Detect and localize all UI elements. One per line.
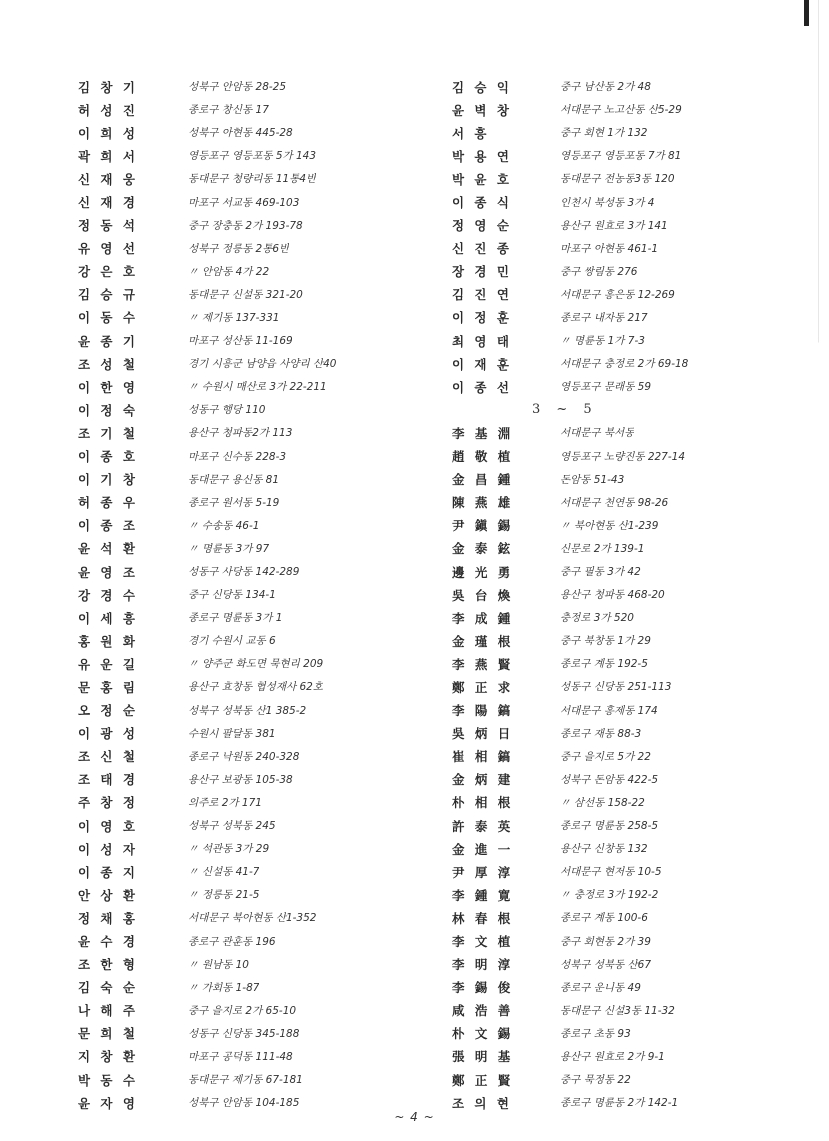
list-item: [78, 953, 433, 976]
entry-address: 종로구 낙원동 240-328: [188, 750, 300, 763]
right-column: [452, 75, 817, 1114]
entry-address: 영등포구 문래동 59: [560, 381, 652, 394]
list-item: [452, 791, 817, 814]
entry-name: 조 의 현: [452, 1095, 512, 1111]
entry-name: 林 春 根: [452, 910, 514, 926]
entry-name: 유 운 길: [78, 656, 138, 672]
entry-address: 중구 을지로 5가 22: [560, 750, 651, 763]
entry-name: 吳 台 煥: [452, 587, 514, 603]
list-item: [78, 98, 433, 121]
entry-address: 〃 정릉동 21-5: [188, 889, 260, 902]
entry-name: 李 文 植: [452, 934, 514, 950]
entry-address: 〃 원남동 10: [188, 958, 249, 971]
entry-address: 중구 남산동 2가 48: [560, 81, 651, 94]
entry-name: 정 영 순: [452, 218, 512, 234]
list-item: [78, 652, 433, 675]
entry-address: 〃 수원시 매산로 3가 22-211: [188, 381, 327, 394]
list-item: [78, 421, 433, 444]
list-item: [452, 237, 817, 260]
entry-address: 중구 묵정동 22: [560, 1074, 631, 1087]
entry-name: 金 炳 建: [452, 772, 514, 788]
entry-address: 종로구 계동 192-5: [560, 658, 648, 671]
list-item: [78, 722, 433, 745]
entry-name: 이 재 훈: [452, 356, 512, 372]
entry-address: 성북구 정릉동 2통6반: [188, 242, 290, 255]
list-item: [452, 537, 817, 560]
entry-name: 尹 厚 淳: [452, 864, 514, 880]
entry-address: 수원시 팔달동 381: [188, 727, 276, 740]
entry-address: 종로구 관훈동 196: [188, 935, 276, 948]
entry-address: 〃 북아현동 산1-239: [560, 519, 659, 532]
entry-name: 윤 벽 창: [452, 102, 512, 118]
entry-name: 윤 수 경: [78, 934, 138, 950]
list-item: [78, 144, 433, 167]
list-item: [452, 98, 817, 121]
list-item: [78, 814, 433, 837]
list-item: [452, 814, 817, 837]
entry-address: 마포구 서교동 469-103: [188, 196, 300, 209]
entry-address: 동대문구 신설동 321-20: [188, 288, 303, 301]
list-item: [78, 583, 433, 606]
entry-address: 종로구 명륜동 3가 1: [188, 612, 283, 625]
entry-name: 朴 相 根: [452, 795, 514, 811]
entry-name: 李 燕 賢: [452, 656, 514, 672]
entry-name: 정 동 석: [78, 218, 138, 234]
entry-name: 지 창 환: [78, 1049, 138, 1065]
entry-address: 중구 쌍림동 276: [560, 265, 638, 278]
list-item: [452, 283, 817, 306]
list-item: [452, 768, 817, 791]
entry-address: 서대문구 노고산동 산5-29: [560, 104, 682, 117]
list-item: [78, 1022, 433, 1045]
entry-address: 종로구 원서동 5-19: [188, 496, 280, 509]
list-item: [452, 976, 817, 999]
entry-name: 金 昌 鍾: [452, 472, 514, 488]
entry-address: 동대문구 신설3동 11-32: [560, 1004, 675, 1017]
list-item: [78, 352, 433, 375]
entry-address: 영등포구 영등포동 5가 143: [188, 150, 317, 163]
section-heading: 3 ~ 5: [532, 402, 598, 418]
scan-edge-line: [818, 0, 819, 1141]
entry-name: 金 泰 鉉: [452, 541, 514, 557]
entry-address: 동대문구 전농동3동 120: [560, 173, 675, 186]
entry-address: 용산구 원효로 3가 141: [560, 219, 668, 232]
entry-name: 崔 相 鎬: [452, 749, 514, 765]
entry-address: 〃 삼선동 158-22: [560, 796, 645, 809]
entry-address: 서대문구 북아현동 산1-352: [188, 912, 317, 925]
list-item: [452, 352, 817, 375]
entry-address: 의주로 2가 171: [188, 796, 262, 809]
entry-address: 중구 회현 1가 132: [560, 127, 648, 140]
list-item: [452, 722, 817, 745]
list-item: [452, 121, 817, 144]
entry-address: 성북구 성북동 245: [188, 820, 276, 833]
list-item: [452, 214, 817, 237]
entry-address: 서대문구 홍은동 12-269: [560, 288, 675, 301]
entry-name: 곽 희 서: [78, 148, 138, 164]
entry-address: 서대문구 현저동 10-5: [560, 866, 662, 879]
entry-address: 〃 안암동 4가 22: [188, 265, 270, 278]
list-item: [452, 190, 817, 213]
list-item: [78, 606, 433, 629]
entry-address: 충정로 3가 520: [560, 612, 634, 625]
entry-name: 윤 종 기: [78, 333, 138, 349]
entry-name: 윤 자 영: [78, 1095, 138, 1111]
entry-address: 서대문구 홍제동 174: [560, 704, 658, 717]
entry-name: 문 희 철: [78, 1026, 138, 1042]
entry-address: 성북구 성북동 산67: [560, 958, 652, 971]
entry-address: 〃 제기동 137-331: [188, 311, 280, 324]
entry-address: 성북구 안암동 104-185: [188, 1097, 300, 1110]
entry-name: 이 종 호: [78, 449, 138, 465]
list-item: [78, 699, 433, 722]
list-item: [78, 491, 433, 514]
list-item: [452, 491, 817, 514]
list-item: [452, 929, 817, 952]
entry-name: 許 泰 英: [452, 818, 514, 834]
entry-name: 김 창 기: [78, 79, 138, 95]
entry-name: 나 해 주: [78, 1003, 138, 1019]
list-item: [452, 1068, 817, 1091]
entry-name: 조 태 경: [78, 772, 138, 788]
scan-edge-mark: [804, 0, 809, 26]
list-item: [452, 144, 817, 167]
entry-name: 조 신 철: [78, 749, 138, 765]
entry-name: 邊 光 勇: [452, 564, 514, 580]
entry-address: 〃 명륜동 1가 7-3: [560, 335, 645, 348]
list-item: [78, 375, 433, 398]
list-item: [452, 583, 817, 606]
entry-address: 〃 가회동 1-87: [188, 981, 260, 994]
entry-address: 종로구 초동 93: [560, 1027, 631, 1040]
entry-address: 종로구 계동 100-6: [560, 912, 648, 925]
entry-address: 동대문구 제기동 67-181: [188, 1074, 303, 1087]
list-item: [452, 560, 817, 583]
list-item: [452, 699, 817, 722]
list-item: [78, 237, 433, 260]
entry-name: 박 윤 호: [452, 171, 512, 187]
list-item: [452, 306, 817, 329]
list-item: [78, 537, 433, 560]
entry-address: 종로구 명륜동 258-5: [560, 820, 659, 833]
entry-name: 李 成 鍾: [452, 610, 514, 626]
entry-address: 〃 수송동 46-1: [188, 519, 260, 532]
list-item: [78, 398, 433, 421]
list-item: [78, 190, 433, 213]
entry-name: 鄭 正 求: [452, 679, 514, 695]
list-item: [452, 375, 817, 398]
list-item: [78, 629, 433, 652]
entry-name: 李 鍾 寛: [452, 887, 514, 903]
entry-address: 종로구 내자동 217: [560, 311, 648, 324]
list-item: [78, 675, 433, 698]
list-item: [78, 514, 433, 537]
entry-address: 마포구 신수동 228-3: [188, 450, 287, 463]
entry-name: 박 용 연: [452, 148, 512, 164]
entry-name: 주 창 정: [78, 795, 138, 811]
entry-address: 용산구 청파동2가 113: [188, 427, 293, 440]
entry-name: 허 종 우: [78, 495, 138, 511]
left-column: [78, 75, 433, 1114]
entry-name: 이 종 지: [78, 864, 138, 880]
list-item: [78, 929, 433, 952]
entry-address: 서대문구 천연동 98-26: [560, 496, 669, 509]
entry-name: 이 기 창: [78, 472, 138, 488]
list-item: [78, 214, 433, 237]
list-item: [78, 1045, 433, 1068]
list-item: [452, 745, 817, 768]
list-item: [78, 329, 433, 352]
list-item: [78, 445, 433, 468]
entry-address: 인천시 북성동 3가 4: [560, 196, 655, 209]
list-item: [78, 976, 433, 999]
list-item: [452, 606, 817, 629]
entry-address: 성동구 사당동 142-289: [188, 566, 300, 579]
entry-address: 성동구 신당동 251-113: [560, 681, 672, 694]
entry-name: 김 승 규: [78, 287, 138, 303]
entry-address: 경기 시흥군 남양읍 사양리 산40: [188, 358, 337, 371]
entry-name: 이 종 선: [452, 379, 512, 395]
entry-name: 金 進 一: [452, 841, 514, 857]
entry-address: 영등포구 노량진동 227-14: [560, 450, 686, 463]
entry-address: 돈암동 51-43: [560, 473, 625, 486]
entry-name: 陳 燕 雄: [452, 495, 514, 511]
entry-name: 이 정 훈: [452, 310, 512, 326]
entry-address: 중구 필동 3가 42: [560, 566, 641, 579]
entry-name: 신 진 종: [452, 241, 512, 257]
entry-address: 성동구 행당 110: [188, 404, 266, 417]
entry-address: 〃 신설동 41-7: [188, 866, 260, 879]
list-item: [452, 1022, 817, 1045]
entry-address: 〃 석관동 3가 29: [188, 843, 270, 856]
entry-address: 중구 장충동 2가 193-78: [188, 219, 303, 232]
right-list-b: [452, 421, 817, 1114]
entry-address: 용산구 신창동 132: [560, 843, 648, 856]
entry-address: 성동구 신당동 345-188: [188, 1027, 300, 1040]
entry-address: 마포구 공덕동 111-48: [188, 1050, 293, 1063]
list-item: [78, 768, 433, 791]
list-item: [78, 306, 433, 329]
list-item: [452, 629, 817, 652]
entry-name: 趙 敬 植: [452, 449, 514, 465]
entry-name: 김 승 익: [452, 79, 512, 95]
entry-name: 李 明 淳: [452, 957, 514, 973]
entry-name: 강 은 호: [78, 264, 138, 280]
entry-address: 용산구 보광동 105-38: [188, 773, 293, 786]
entry-name: 이 영 호: [78, 818, 138, 834]
list-item: [452, 167, 817, 190]
entry-name: 문 홍 림: [78, 679, 138, 695]
list-item: [78, 468, 433, 491]
entry-name: 정 채 홍: [78, 910, 138, 926]
list-item: [78, 1068, 433, 1091]
entry-address: 종로구 재동 88-3: [560, 727, 642, 740]
entry-name: 吳 炳 日: [452, 726, 514, 742]
list-item: [452, 421, 817, 444]
entry-name: 咸 浩 善: [452, 1003, 514, 1019]
entry-name: 신 재 경: [78, 195, 138, 211]
entry-name: 조 기 철: [78, 425, 138, 441]
entry-address: 서대문구 북서동: [560, 427, 635, 440]
entry-address: 영등포구 영등포동 7가 81: [560, 150, 682, 163]
entry-address: 종로구 창신동 17: [188, 104, 269, 117]
entry-address: 신문로 2가 139-1: [560, 542, 645, 555]
entry-address: 용산구 원효로 2가 9-1: [560, 1050, 665, 1063]
entry-address: 동대문구 용신동 81: [188, 473, 280, 486]
entry-address: 〃 명륜동 3가 97: [188, 542, 270, 555]
entry-name: 조 한 형: [78, 957, 138, 973]
list-item: [78, 260, 433, 283]
entry-address: 성북구 아현동 445-28: [188, 127, 293, 140]
entry-address: 용산구 효창동 협성재사 62호: [188, 681, 323, 694]
list-item: [452, 906, 817, 929]
list-item: [78, 283, 433, 306]
list-item: [78, 167, 433, 190]
entry-name: 김 진 연: [452, 287, 512, 303]
entry-name: 최 영 태: [452, 333, 512, 349]
entry-name: 허 성 진: [78, 102, 138, 118]
list-item: [78, 791, 433, 814]
entry-name: 李 陽 鎬: [452, 703, 514, 719]
entry-name: 윤 석 환: [78, 541, 138, 557]
entry-address: 중구 신당동 134-1: [188, 589, 276, 602]
entry-address: 동대문구 청량리동 11통4반: [188, 173, 317, 186]
list-item: [452, 445, 817, 468]
entry-name: 이 종 식: [452, 195, 512, 211]
entry-name: 李 錫 俊: [452, 980, 514, 996]
entry-address: 중구 회현동 2가 39: [560, 935, 651, 948]
entry-name: 이 정 숙: [78, 402, 138, 418]
list-item: [78, 560, 433, 583]
list-item: [452, 329, 817, 352]
entry-address: 성북구 돈암동 422-5: [560, 773, 659, 786]
entry-name: 尹 鎭 錫: [452, 518, 514, 534]
entry-name: 박 동 수: [78, 1072, 138, 1088]
list-item: [452, 468, 817, 491]
entry-name: 홍 원 화: [78, 633, 138, 649]
entry-address: 서대문구 충정로 2가 69-18: [560, 358, 689, 371]
entry-name: 이 동 수: [78, 310, 138, 326]
list-item: [78, 121, 433, 144]
entry-name: 朴 文 錫: [452, 1026, 514, 1042]
entry-name: 조 성 철: [78, 356, 138, 372]
list-item: [78, 745, 433, 768]
entry-name: 張 明 基: [452, 1049, 514, 1065]
entry-address: 종로구 운니동 49: [560, 981, 641, 994]
list-item: [452, 999, 817, 1022]
entry-name: 이 세 흥: [78, 610, 138, 626]
list-item: [78, 860, 433, 883]
entry-name: 金 瑾 根: [452, 633, 514, 649]
page-number: ~ 4 ~: [394, 1110, 435, 1124]
entry-address: 마포구 아현동 461-1: [560, 242, 659, 255]
entry-name: 이 성 자: [78, 841, 138, 857]
entry-name: 이 희 성: [78, 125, 138, 141]
list-item: [78, 883, 433, 906]
entry-address: 〃 충정로 3가 192-2: [560, 889, 659, 902]
entry-address: 중구 북창동 1가 29: [560, 635, 651, 648]
entry-name: 이 광 성: [78, 726, 138, 742]
entry-name: 이 종 조: [78, 518, 138, 534]
entry-name: 강 경 수: [78, 587, 138, 603]
list-item: [452, 75, 817, 98]
entry-name: 오 정 순: [78, 703, 138, 719]
entry-name: 이 한 영: [78, 379, 138, 395]
entry-name: 김 숙 순: [78, 980, 138, 996]
list-item: [452, 860, 817, 883]
entry-name: 장 경 민: [452, 264, 512, 280]
entry-name: 신 재 웅: [78, 171, 138, 187]
list-item: [452, 652, 817, 675]
entry-name: 윤 영 조: [78, 564, 138, 580]
list-item: [452, 514, 817, 537]
entry-address: 용산구 청파동 468-20: [560, 589, 665, 602]
entry-address: 성북구 성북동 산1 385-2: [188, 704, 307, 717]
entry-name: 유 영 선: [78, 241, 138, 257]
entry-name: 안 상 환: [78, 887, 138, 903]
entry-address: 종로구 명륜동 2가 142-1: [560, 1097, 679, 1110]
list-item: [452, 953, 817, 976]
entry-name: 李 基 淵: [452, 425, 514, 441]
entry-address: 경기 수원시 교동 6: [188, 635, 276, 648]
list-item: [78, 837, 433, 860]
list-item: [78, 999, 433, 1022]
list-item: [78, 75, 433, 98]
entry-name: 서 흥: [452, 125, 490, 141]
list-item: [452, 883, 817, 906]
entry-address: 마포구 성산동 11-169: [188, 335, 293, 348]
list-item: [452, 1045, 817, 1068]
entry-name: 鄭 正 賢: [452, 1072, 514, 1088]
entry-address: 중구 을지로 2가 65-10: [188, 1004, 297, 1017]
list-item: [452, 260, 817, 283]
list-item: [452, 675, 817, 698]
right-list-a: [452, 75, 817, 398]
list-item: [78, 906, 433, 929]
entry-address: 성북구 안암동 28-25: [188, 81, 287, 94]
entry-address: 〃 양주군 화도면 묵현리 209: [188, 658, 324, 671]
list-item: [452, 837, 817, 860]
